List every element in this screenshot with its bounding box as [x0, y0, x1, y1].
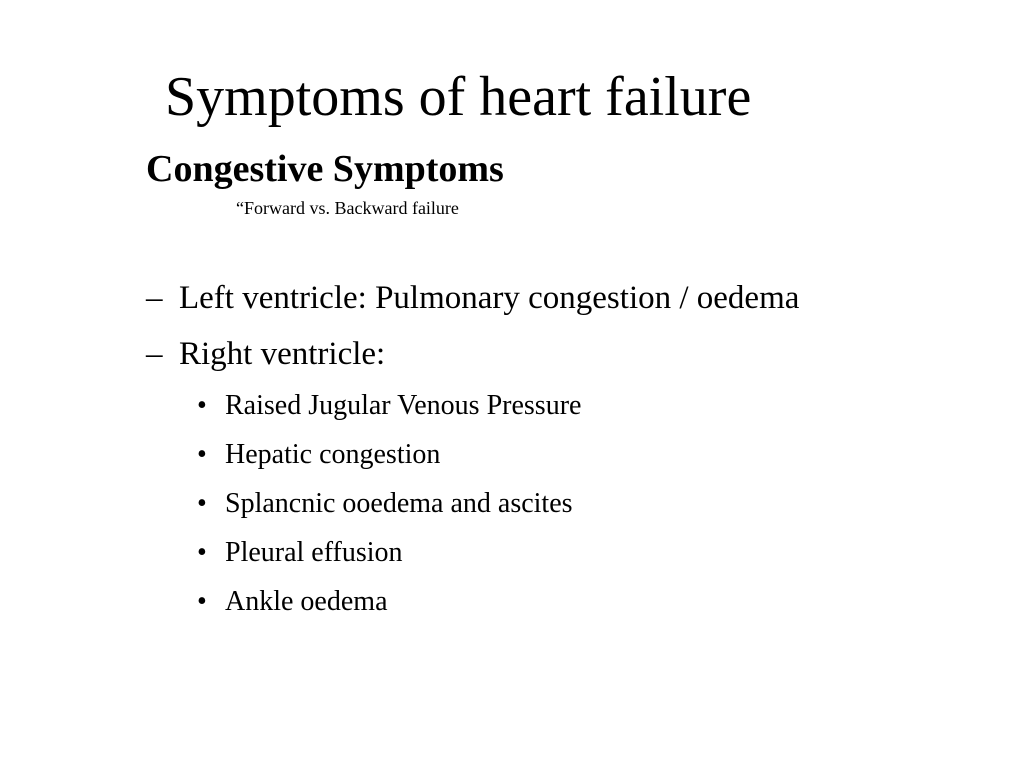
- sub-list-item-text: Pleural effusion: [225, 537, 403, 568]
- list-item-right-ventricle: [146, 334, 385, 374]
- sub-list-item-text: Hepatic congestion: [225, 439, 441, 470]
- sub-list-item-text: Raised Jugular Venous Pressure: [225, 390, 582, 421]
- dash-marker: –: [146, 336, 163, 372]
- sub-list-item-text: Splancnic ooedema and ascites: [225, 488, 573, 519]
- list-item-text: Left ventricle: Pulmonary congestion / oedema: [179, 280, 800, 316]
- bullet-marker: •: [197, 586, 207, 617]
- sub-list-item: [197, 585, 388, 619]
- bullet-marker: •: [197, 488, 207, 519]
- sub-list-item: [197, 536, 403, 570]
- bullet-marker: •: [197, 537, 207, 568]
- section-note: “Forward vs. Backward failure: [236, 198, 459, 218]
- list-item-text: Right ventricle:: [179, 336, 386, 372]
- sub-list-item-text: Ankle oedema: [225, 586, 388, 617]
- bullet-marker: •: [197, 439, 207, 470]
- slide-title: Symptoms of heart failure: [165, 66, 752, 128]
- dash-marker: –: [146, 280, 163, 316]
- sub-list-item: [197, 389, 581, 423]
- section-heading: Congestive Symptoms: [146, 148, 504, 190]
- sub-list-item: [197, 438, 440, 472]
- sub-list-item: [197, 487, 573, 521]
- bullet-marker: •: [197, 390, 207, 421]
- list-item-left-ventricle: [146, 278, 799, 318]
